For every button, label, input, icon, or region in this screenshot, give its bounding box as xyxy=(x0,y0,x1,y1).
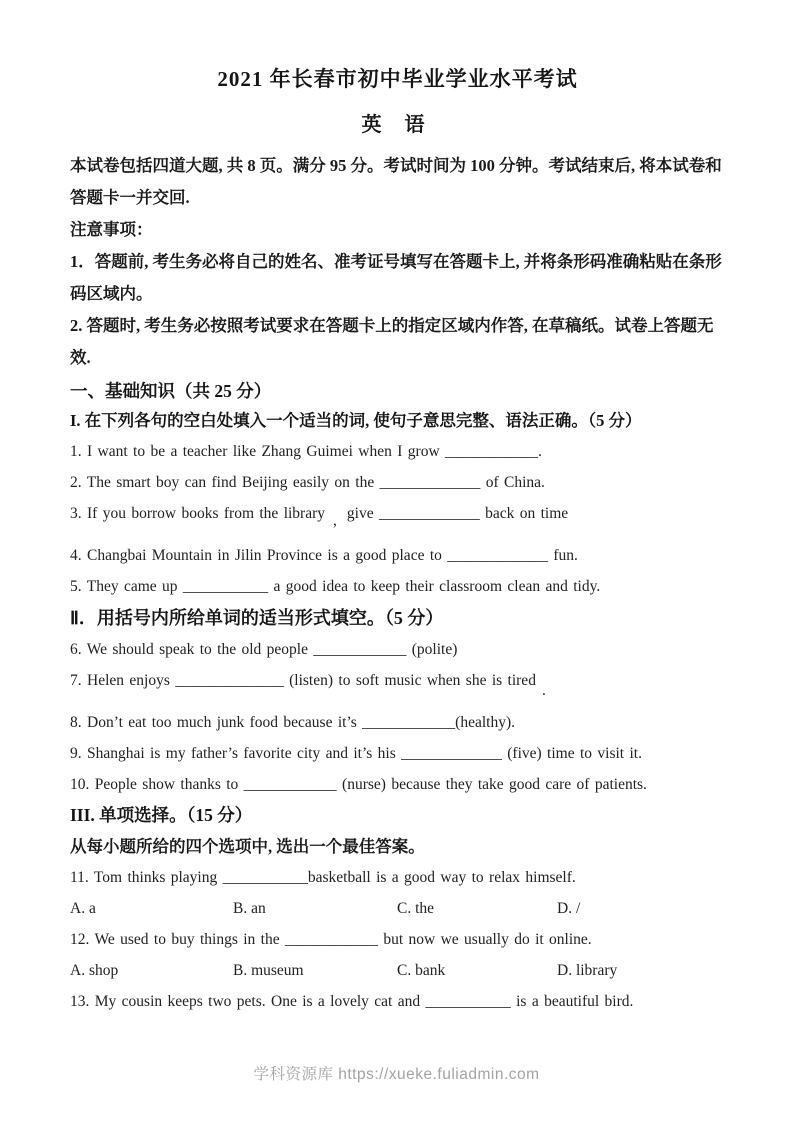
option-d: D. library xyxy=(557,962,618,979)
question-7-text: 7. Helen enjoys ______________ (listen) to soft music when she is tired xyxy=(70,672,536,689)
note-2: 2. 答题时, 考生务必按照考试要求在答题卡上的指定区域内作答, 在草稿纸。试卷上答题无效. xyxy=(70,316,714,367)
question-1: 1. I want to be a teacher like Zhang Guimei when I grow ____________. xyxy=(70,443,542,460)
option-c: C. bank xyxy=(397,962,446,979)
notes-title: 注意事项： xyxy=(70,220,153,239)
exam-subject: 英 语 xyxy=(361,114,434,136)
option-a: A. a xyxy=(70,900,96,917)
question-13: 13. My cousin keeps two pets. One is a lovely cat and ___________ is a beautiful bird. xyxy=(70,993,634,1010)
question-4: 4. Changbai Mountain in Jilin Province is a good place to _____________ fun. xyxy=(70,547,578,564)
watermark-footer: 学科资源库 https://xueke.fuliadmin.com xyxy=(253,1066,540,1083)
question-11: 11. Tom thinks playing ___________basketball is a good way to relax himself. xyxy=(70,869,576,886)
question-12-options xyxy=(70,955,725,986)
part-3-instruction: 从每小题所给的四个选项中, 选出一个最佳答案。 xyxy=(70,837,425,856)
question-9: 9. Shanghai is my father’s favorite city and it’s his _____________ (five) time to visit it. xyxy=(70,745,642,762)
part-1-heading: I. 在下列各句的空白处填入一个适当的词, 使句子意思完整、语法正确。（5 分） xyxy=(70,411,642,430)
note-1: 1．答题前, 考生务必将自己的姓名、准考证号填写在答题卡上, 并将条形码准确粘贴在条形码区域内。 xyxy=(70,252,722,303)
question-7-period: . xyxy=(541,682,546,699)
section-1-heading: 一、基础知识（共 25 分） xyxy=(70,381,272,401)
option-b: B. museum xyxy=(233,962,304,979)
question-2: 2. The smart boy can find Beijing easily on the _____________ of China. xyxy=(70,474,545,491)
option-b: B. an xyxy=(233,900,266,917)
question-11-options xyxy=(70,893,725,924)
option-d: D. / xyxy=(557,900,581,917)
question-5: 5. They came up ___________ a good idea to keep their classroom clean and tidy. xyxy=(70,578,601,595)
question-12: 12. We used to buy things in the ____________ but now we usually do it online. xyxy=(70,931,592,948)
exam-summary: 本试卷包括四道大题, 共 8 页。满分 95 分。考试时间为 100 分钟。考试结束后, 将本试卷和答题卡一并交回. xyxy=(70,156,722,207)
option-a: A. shop xyxy=(70,962,119,979)
question-6: 6. We should speak to the old people ____________ (polite) xyxy=(70,641,458,658)
part-3-heading: III. 单项选择。（15 分） xyxy=(70,805,253,825)
question-3 xyxy=(70,498,725,529)
exam-title: 2021 年长春市初中毕业学业水平考试 xyxy=(217,67,578,91)
option-c: C. the xyxy=(397,900,435,917)
question-3-comma: , xyxy=(333,512,337,529)
part-2-heading: Ⅱ．用括号内所给单词的适当形式填空。（5 分） xyxy=(70,608,444,628)
question-3-text: 3. If you borrow books from the library xyxy=(70,505,326,522)
question-7 xyxy=(70,665,725,699)
question-8: 8. Don’t eat too much junk food because it’s ____________(healthy). xyxy=(70,714,515,731)
question-10: 10. People show thanks to ____________ (nurse) because they take good care of patients. xyxy=(70,776,647,793)
question-3-tail: give _____________ back on time xyxy=(346,505,569,522)
